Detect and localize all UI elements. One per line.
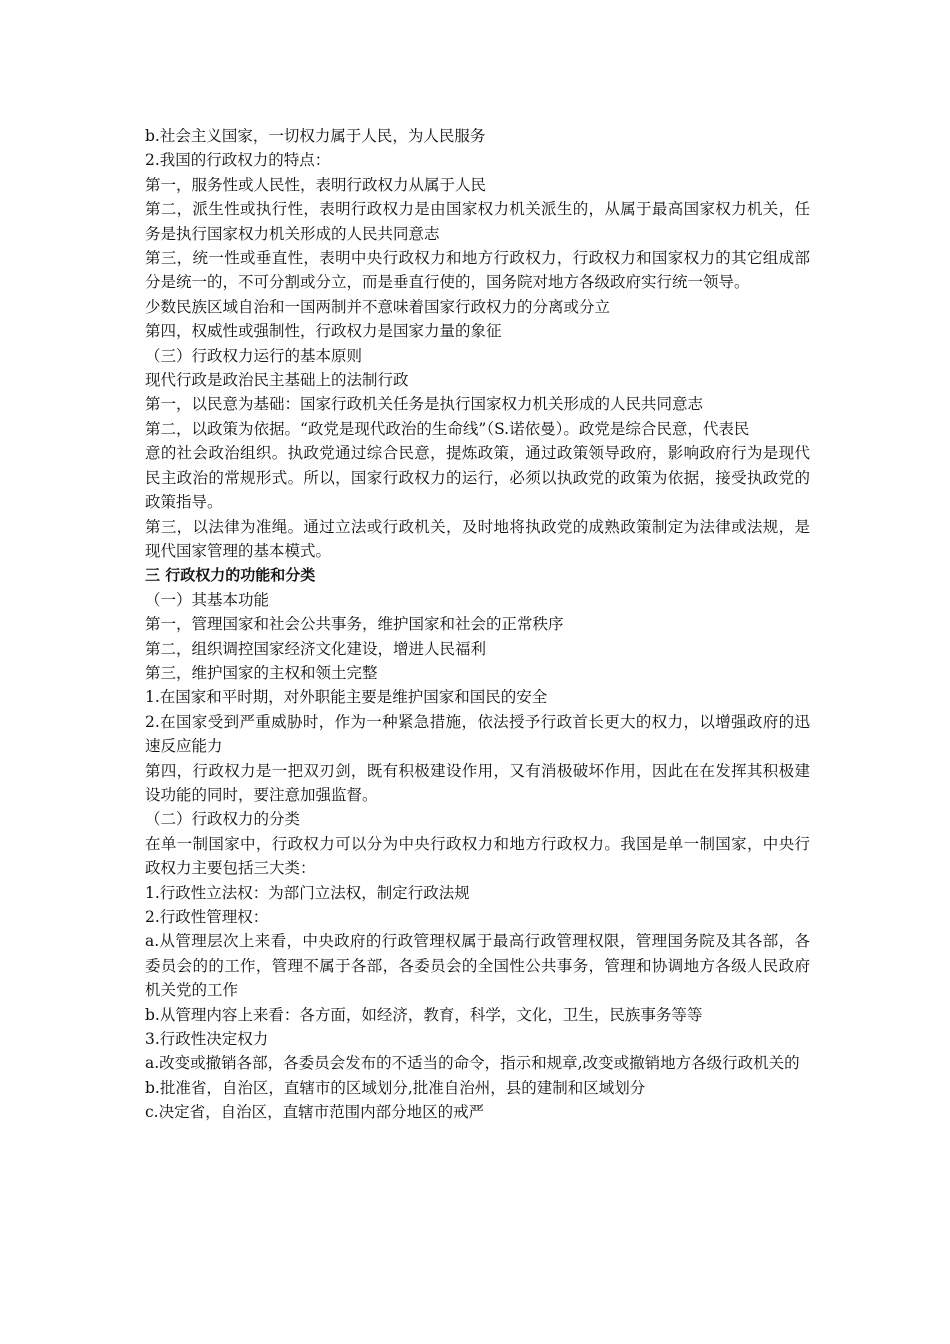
text-paragraph: 第二，派生性或执行性，表明行政权力是由国家权力机关派生的，从属于最高国家权力机关，任务是执行国家权力机关形成的人民共同意志 (145, 200, 810, 243)
text-paragraph: 在单一制国家中，行政权力可以分为中央行政权力和地方行政权力。我国是单一制国家，中央行政权力主要包括三大类： (145, 834, 810, 878)
text-paragraph: 意的社会政治组织。执政党通过综合民意，提炼政策，通过政策领导政府，影响政府行为是现代民主政治的常规形式。所以，国家行政权力的运行，必须以执政党的政策为依据，接受执政党的政策指导。 (145, 444, 810, 512)
text-paragraph: 第一，服务性或人民性，表明行政权力从属于人民 (145, 175, 487, 194)
text-paragraph: （一）其基本功能 (145, 590, 270, 609)
text-paragraph: b.社会主义国家，一切权力属于人民，为人民服务 (145, 127, 486, 145)
text-paragraph: 2.在国家受到严重威胁时，作为一种紧急措施，依法授予行政首长更大的权力，以增强政府的迅速反应能力 (145, 712, 810, 756)
text-paragraph: 第二，以政策为依据。“政党是现代政治的生命线”（S.诺依曼）。政党是综合民意，代表民 (145, 419, 750, 438)
document-body (145, 124, 810, 1125)
text-paragraph: （三）行政权力运行的基本原则 (145, 346, 363, 365)
text-paragraph: b.从管理内容上来看：各方面，如经济，教育，科学，文化，卫生，民族事务等等 (145, 1005, 703, 1024)
text-paragraph: 第二，组织调控国家经济文化建设，增进人民福利 (145, 639, 487, 658)
text-paragraph: c.决定省，自治区，直辖市范围内部分地区的戒严 (145, 1103, 485, 1122)
text-paragraph: 第四，权威性或强制性，行政权力是国家力量的象征 (145, 322, 502, 341)
text-paragraph: 2.行政性管理权： (145, 908, 269, 926)
text-paragraph: 2.我国的行政权力的特点： (145, 151, 331, 170)
text-paragraph: 第一，以民意为基础：国家行政机关任务是执行国家权力机关形成的人民共同意志 (145, 395, 704, 414)
section-heading: 三 行政权力的功能和分类 (145, 566, 316, 585)
text-paragraph: 3.行政性决定权力 (145, 1030, 269, 1049)
text-paragraph: 1.在国家和平时期，对外职能主要是维护国家和国民的安全 (145, 688, 548, 707)
text-paragraph: 第三，以法律为准绳。通过立法或行政机关，及时地将执政党的成熟政策制定为法律或法规，是现代国家管理的基本模式。 (145, 517, 810, 560)
text-paragraph: a.从管理层次上来看，中央政府的行政管理权属于最高行政管理权限，管理国务院及其各部，各委员会的的工作，管理不属于各部，各委员会的全国性公共事务，管理和协调地方各级人民政府机关党的工作 (145, 932, 810, 1000)
text-paragraph: 现代行政是政治民主基础上的法制行政 (145, 371, 409, 390)
text-paragraph: a.改变或撤销各部，各委员会发布的不适当的命令，指示和规章,改变或撤销地方各级行政机关的 (145, 1054, 800, 1073)
text-paragraph: 第四，行政权力是一把双刃剑，既有积极建设作用，又有消极破坏作用，因此在在发挥其积极建设功能的同时，要注意加强监督。 (145, 761, 810, 804)
text-paragraph: b.批准省，自治区，直辖市的区域划分,批准自治州，县的建制和区域划分 (145, 1078, 646, 1097)
text-paragraph: 1.行政性立法权：为部门立法权，制定行政法规 (145, 883, 470, 902)
text-paragraph: 少数民族区域自治和一国两制并不意味着国家行政权力的分离或分立 (145, 297, 611, 316)
text-paragraph: 第一，管理国家和社会公共事务，维护国家和社会的正常秩序 (145, 615, 564, 634)
text-paragraph: （二）行政权力的分类 (145, 810, 301, 829)
text-paragraph: 第三，统一性或垂直性，表明中央行政权力和地方行政权力，行政权力和国家权力的其它组成部分是统一的，不可分割或分立，而是垂直行使的，国务院对地方各级政府实行统一领导。 (145, 249, 810, 292)
text-paragraph: 第三，维护国家的主权和领土完整 (145, 663, 378, 682)
